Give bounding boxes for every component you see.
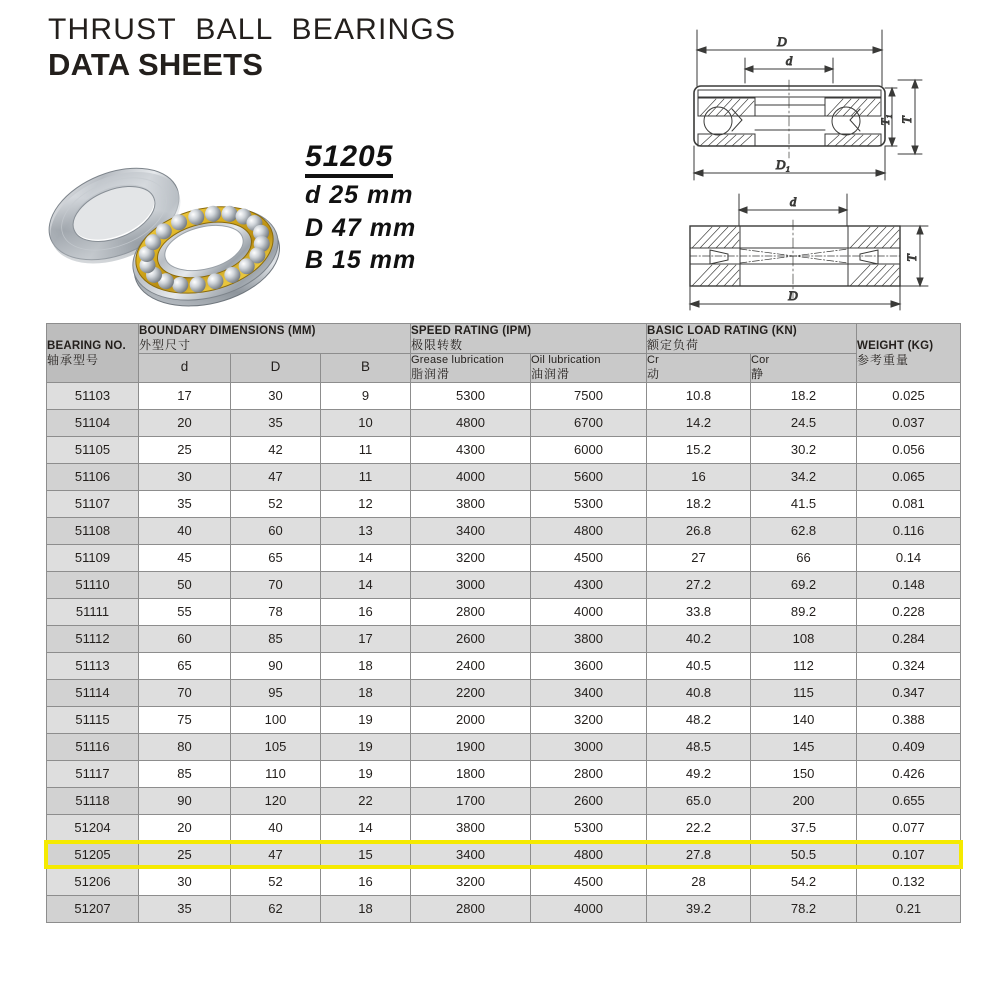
- cell-B: 18: [321, 895, 411, 922]
- cell-oil: 2600: [531, 787, 647, 814]
- cell-cor: 18.2: [751, 382, 857, 409]
- cell-bearing-no: 51114: [47, 679, 139, 706]
- cell-d: 20: [139, 409, 231, 436]
- subheader-oil-cn: 油润滑: [531, 367, 571, 382]
- cell-D: 70: [231, 571, 321, 598]
- cell-cor: 150: [751, 760, 857, 787]
- table-row: [47, 571, 961, 598]
- cell-d: 25: [139, 436, 231, 463]
- cell-d: 80: [139, 733, 231, 760]
- cell-cor: 37.5: [751, 814, 857, 841]
- cell-bearing-no: 51118: [47, 787, 139, 814]
- cell-grease: 3200: [411, 868, 531, 895]
- cell-cor: 62.8: [751, 517, 857, 544]
- drawing-label-T: T: [899, 116, 914, 124]
- cell-oil: 4000: [531, 895, 647, 922]
- cell-weight: 0.21: [857, 895, 961, 922]
- cell-cr: 16: [647, 463, 751, 490]
- cell-d: 30: [139, 868, 231, 895]
- header-speed-cn: 极限转数: [411, 338, 464, 353]
- cell-bearing-no: 51110: [47, 571, 139, 598]
- cell-weight: 0.388: [857, 706, 961, 733]
- cell-cr: 27: [647, 544, 751, 571]
- cell-cr: 40.5: [647, 652, 751, 679]
- product-model-number: 51205: [305, 141, 393, 178]
- cell-cr: 15.2: [647, 436, 751, 463]
- thrust-ball-bearing-photo: [42, 152, 312, 312]
- cell-bearing-no: 51205: [47, 841, 139, 868]
- cell-d: 17: [139, 382, 231, 409]
- page-title-secondary: DATA SHEETS: [48, 46, 264, 82]
- subheader-cr-cn: 动: [647, 367, 661, 382]
- cell-grease: 4300: [411, 436, 531, 463]
- cell-d: 20: [139, 814, 231, 841]
- table-row: [47, 733, 961, 760]
- cell-B: 18: [321, 652, 411, 679]
- table-row: [47, 382, 961, 409]
- cell-cor: 24.5: [751, 409, 857, 436]
- cell-d: 90: [139, 787, 231, 814]
- cell-grease: 3400: [411, 517, 531, 544]
- cell-D: 30: [231, 382, 321, 409]
- cell-d: 85: [139, 760, 231, 787]
- subheader-cor-en: Cor: [751, 353, 770, 366]
- cell-cr: 48.2: [647, 706, 751, 733]
- subheader-grease-en: Grease lubrication: [411, 353, 504, 366]
- cell-oil: 3200: [531, 706, 647, 733]
- table-row: [47, 895, 961, 922]
- page-title-primary: THRUST BALL BEARINGS: [48, 13, 457, 46]
- cell-weight: 0.107: [857, 841, 961, 868]
- subheader-cor-cn: 静: [751, 367, 765, 382]
- cell-oil: 5600: [531, 463, 647, 490]
- cell-B: 9: [321, 382, 411, 409]
- cell-bearing-no: 51103: [47, 382, 139, 409]
- table-row: [47, 490, 961, 517]
- cell-cr: 48.5: [647, 733, 751, 760]
- cell-cr: 33.8: [647, 598, 751, 625]
- cell-grease: 3400: [411, 841, 531, 868]
- cell-D: 78: [231, 598, 321, 625]
- cell-oil: 5300: [531, 814, 647, 841]
- cell-bearing-no: 51115: [47, 706, 139, 733]
- cell-d: 60: [139, 625, 231, 652]
- header-weight-cn: 参考重量: [857, 352, 910, 367]
- subheader-oil-lubrication: [531, 353, 647, 382]
- drawing-label-D1: D₁: [776, 157, 790, 172]
- table-row: [47, 517, 961, 544]
- cell-grease: 4800: [411, 409, 531, 436]
- cell-cr: 18.2: [647, 490, 751, 517]
- cell-cor: 69.2: [751, 571, 857, 598]
- cell-B: 19: [321, 733, 411, 760]
- cell-bearing-no: 51111: [47, 598, 139, 625]
- header-bearing-no-cn: 轴承型号: [47, 352, 100, 367]
- cell-oil: 5300: [531, 490, 647, 517]
- cell-D: 52: [231, 868, 321, 895]
- cell-bearing-no: 51105: [47, 436, 139, 463]
- cell-d: 35: [139, 895, 231, 922]
- cell-B: 14: [321, 544, 411, 571]
- cell-bearing-no: 51113: [47, 652, 139, 679]
- table-row: [47, 679, 961, 706]
- cell-bearing-no: 51204: [47, 814, 139, 841]
- table-row: [47, 463, 961, 490]
- subheader-cr-en: Cr: [647, 353, 660, 366]
- cell-D: 35: [231, 409, 321, 436]
- cell-weight: 0.14: [857, 544, 961, 571]
- header-boundary-en: BOUNDARY DIMENSIONS (MM): [139, 325, 316, 337]
- cell-grease: 5300: [411, 382, 531, 409]
- cell-d: 50: [139, 571, 231, 598]
- cell-cr: 40.2: [647, 625, 751, 652]
- cell-bearing-no: 51106: [47, 463, 139, 490]
- cell-cr: 65.0: [647, 787, 751, 814]
- cell-cr: 14.2: [647, 409, 751, 436]
- cell-D: 65: [231, 544, 321, 571]
- cell-B: 16: [321, 868, 411, 895]
- cell-cor: 115: [751, 679, 857, 706]
- cell-bearing-no: 51104: [47, 409, 139, 436]
- cell-grease: 1800: [411, 760, 531, 787]
- cell-B: 22: [321, 787, 411, 814]
- header-boundary-cn: 外型尺寸: [139, 338, 192, 353]
- cell-bearing-no: 51109: [47, 544, 139, 571]
- bearing-specification-table: [46, 323, 961, 923]
- cell-d: 30: [139, 463, 231, 490]
- header-weight-en: WEIGHT (KG): [857, 339, 934, 352]
- cell-oil: 3400: [531, 679, 647, 706]
- cell-D: 85: [231, 625, 321, 652]
- subheader-cor: [751, 353, 857, 382]
- cell-d: 35: [139, 490, 231, 517]
- cell-oil: 3000: [531, 733, 647, 760]
- cell-oil: 4500: [531, 544, 647, 571]
- cell-D: 47: [231, 841, 321, 868]
- drawing-label-D-bottom: D: [788, 288, 798, 303]
- cell-oil: 6700: [531, 409, 647, 436]
- header-basic-load-rating: [647, 324, 857, 354]
- cell-weight: 0.228: [857, 598, 961, 625]
- cell-cor: 200: [751, 787, 857, 814]
- cell-cor: 112: [751, 652, 857, 679]
- product-bore-diameter: d 25 mm: [305, 181, 414, 210]
- cell-B: 19: [321, 760, 411, 787]
- cell-cr: 10.8: [647, 382, 751, 409]
- header-speed-en: SPEED RATING (IPM): [411, 325, 532, 337]
- cell-weight: 0.347: [857, 679, 961, 706]
- cell-bearing-no: 51116: [47, 733, 139, 760]
- cell-grease: 3000: [411, 571, 531, 598]
- technical-drawings: [670, 8, 995, 313]
- cell-oil: 4500: [531, 868, 647, 895]
- header-weight: [857, 324, 961, 383]
- cell-B: 11: [321, 463, 411, 490]
- cell-grease: 4000: [411, 463, 531, 490]
- cell-cor: 66: [751, 544, 857, 571]
- cell-cor: 89.2: [751, 598, 857, 625]
- cell-B: 18: [321, 679, 411, 706]
- cell-grease: 1700: [411, 787, 531, 814]
- header-bearing-no: [47, 324, 139, 383]
- cell-weight: 0.065: [857, 463, 961, 490]
- table-row: [47, 706, 961, 733]
- product-spec-block: [305, 141, 525, 276]
- cell-oil: 4800: [531, 841, 647, 868]
- table-row: [47, 787, 961, 814]
- cell-d: 40: [139, 517, 231, 544]
- cell-cor: 41.5: [751, 490, 857, 517]
- cell-cor: 78.2: [751, 895, 857, 922]
- table-row: [47, 868, 961, 895]
- cell-grease: 2000: [411, 706, 531, 733]
- cell-B: 14: [321, 571, 411, 598]
- cell-B: 19: [321, 706, 411, 733]
- subheader-D: D: [231, 353, 321, 382]
- cell-d: 55: [139, 598, 231, 625]
- cell-bearing-no: 51117: [47, 760, 139, 787]
- cell-B: 15: [321, 841, 411, 868]
- drawing-label-T-bottom: T: [904, 254, 919, 262]
- cell-cr: 22.2: [647, 814, 751, 841]
- cell-cor: 54.2: [751, 868, 857, 895]
- cell-cor: 140: [751, 706, 857, 733]
- table-row: [47, 841, 961, 868]
- cell-weight: 0.081: [857, 490, 961, 517]
- drawing-label-d-bottom: d: [789, 194, 797, 209]
- product-outer-diameter: D 47 mm: [305, 213, 417, 242]
- cell-grease: 2600: [411, 625, 531, 652]
- subheader-d: d: [139, 353, 231, 382]
- subheader-grease-cn: 脂润滑: [411, 367, 451, 382]
- product-width: B 15 mm: [305, 246, 417, 275]
- cell-B: 17: [321, 625, 411, 652]
- cell-cor: 50.5: [751, 841, 857, 868]
- drawing-label-T1: T₁: [878, 114, 892, 126]
- cell-d: 45: [139, 544, 231, 571]
- table-row: [47, 814, 961, 841]
- cell-bearing-no: 51108: [47, 517, 139, 544]
- header-bearing-no-en: BEARING NO.: [47, 339, 126, 352]
- drawing-label-d-top: d: [785, 53, 793, 68]
- cell-D: 95: [231, 679, 321, 706]
- cell-B: 11: [321, 436, 411, 463]
- header-load-cn: 额定负荷: [647, 338, 700, 353]
- cell-weight: 0.426: [857, 760, 961, 787]
- cell-bearing-no: 51207: [47, 895, 139, 922]
- table-row: [47, 598, 961, 625]
- cell-weight: 0.132: [857, 868, 961, 895]
- cell-d: 65: [139, 652, 231, 679]
- cell-D: 47: [231, 463, 321, 490]
- cell-weight: 0.284: [857, 625, 961, 652]
- cell-bearing-no: 51206: [47, 868, 139, 895]
- cell-weight: 0.409: [857, 733, 961, 760]
- cell-weight: 0.056: [857, 436, 961, 463]
- cell-d: 75: [139, 706, 231, 733]
- subheader-oil-en: Oil lubrication: [531, 353, 601, 366]
- cell-D: 60: [231, 517, 321, 544]
- table-row: [47, 625, 961, 652]
- cell-D: 120: [231, 787, 321, 814]
- table-header-row-2: [47, 353, 961, 382]
- cell-oil: 3800: [531, 625, 647, 652]
- cell-grease: 2200: [411, 679, 531, 706]
- cell-cor: 30.2: [751, 436, 857, 463]
- cell-bearing-no: 51112: [47, 625, 139, 652]
- cell-grease: 2800: [411, 895, 531, 922]
- drawing-label-D-top: D: [777, 34, 787, 49]
- cell-cr: 28: [647, 868, 751, 895]
- cell-grease: 3800: [411, 490, 531, 517]
- cell-D: 40: [231, 814, 321, 841]
- cell-cr: 27.8: [647, 841, 751, 868]
- subheader-grease-lubrication: [411, 353, 531, 382]
- cell-oil: 4300: [531, 571, 647, 598]
- cell-weight: 0.655: [857, 787, 961, 814]
- cell-cor: 34.2: [751, 463, 857, 490]
- cell-weight: 0.037: [857, 409, 961, 436]
- cell-cr: 26.8: [647, 517, 751, 544]
- cell-D: 62: [231, 895, 321, 922]
- cell-B: 10: [321, 409, 411, 436]
- table-row: [47, 652, 961, 679]
- table-row: [47, 760, 961, 787]
- cell-grease: 3200: [411, 544, 531, 571]
- cell-grease: 2400: [411, 652, 531, 679]
- cell-weight: 0.148: [857, 571, 961, 598]
- cell-D: 90: [231, 652, 321, 679]
- cell-weight: 0.077: [857, 814, 961, 841]
- cell-cr: 39.2: [647, 895, 751, 922]
- cell-B: 14: [321, 814, 411, 841]
- cell-weight: 0.025: [857, 382, 961, 409]
- cell-B: 16: [321, 598, 411, 625]
- cell-cr: 27.2: [647, 571, 751, 598]
- table-row: [47, 409, 961, 436]
- cell-oil: 3600: [531, 652, 647, 679]
- cell-d: 70: [139, 679, 231, 706]
- subheader-cr: [647, 353, 751, 382]
- cell-cor: 145: [751, 733, 857, 760]
- table-row: [47, 544, 961, 571]
- table-header-row-1: [47, 324, 961, 354]
- cell-d: 25: [139, 841, 231, 868]
- cell-oil: 7500: [531, 382, 647, 409]
- cell-D: 110: [231, 760, 321, 787]
- cell-oil: 2800: [531, 760, 647, 787]
- cell-B: 13: [321, 517, 411, 544]
- cell-D: 100: [231, 706, 321, 733]
- cell-D: 52: [231, 490, 321, 517]
- header-speed-rating: [411, 324, 647, 354]
- subheader-B: B: [321, 353, 411, 382]
- cell-oil: 4800: [531, 517, 647, 544]
- cell-cr: 49.2: [647, 760, 751, 787]
- cell-weight: 0.324: [857, 652, 961, 679]
- cell-grease: 1900: [411, 733, 531, 760]
- cell-oil: 6000: [531, 436, 647, 463]
- cell-B: 12: [321, 490, 411, 517]
- header-load-en: BASIC LOAD RATING (KN): [647, 325, 797, 337]
- table-body: [47, 382, 961, 922]
- table-row: [47, 436, 961, 463]
- cell-D: 105: [231, 733, 321, 760]
- cell-oil: 4000: [531, 598, 647, 625]
- cell-grease: 3800: [411, 814, 531, 841]
- cell-weight: 0.116: [857, 517, 961, 544]
- cell-bearing-no: 51107: [47, 490, 139, 517]
- header-boundary-dimensions: [139, 324, 411, 354]
- cell-grease: 2800: [411, 598, 531, 625]
- cell-D: 42: [231, 436, 321, 463]
- cell-cr: 40.8: [647, 679, 751, 706]
- cell-cor: 108: [751, 625, 857, 652]
- page-header: [48, 14, 608, 82]
